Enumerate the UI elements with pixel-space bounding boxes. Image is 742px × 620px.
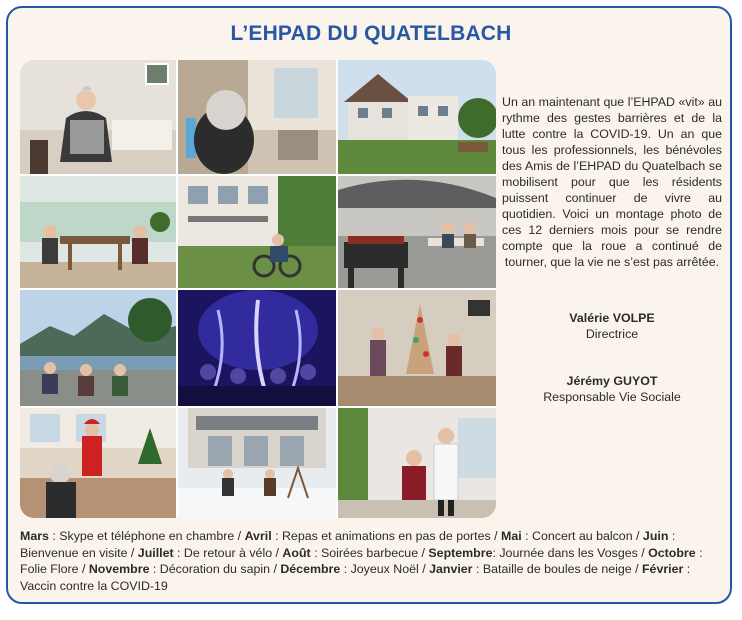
caption-separator: / [418,545,429,560]
month-event: : Folie Flore [20,545,703,576]
caption-separator: / [272,545,283,560]
photo-tree-decoration [338,290,496,406]
month-event: : Joyeux Noël [340,562,419,576]
month-event: : Skype et téléphone en chambre [48,529,235,543]
photo-vosges-trip [20,290,176,406]
photo-barbecue [338,176,496,288]
month-entry [282,546,418,560]
month-caption [20,528,722,594]
photo-bike-ride [178,176,336,288]
month-name: Septembre [428,545,493,560]
month-entry [138,546,272,560]
month-entry [245,529,491,543]
month-name: Août [282,545,311,560]
month-name: Janvier [429,562,473,576]
month-name: Juillet [137,545,174,560]
caption-separator: / [127,545,138,560]
caption-separator: / [418,562,430,576]
month-event: : Bienvenue en visite [20,529,676,560]
photo-skype-call [20,60,176,174]
caption-separator: / [78,562,89,576]
signature-director [502,310,722,342]
intro-column [502,94,722,404]
month-entry [429,562,632,576]
photo-folie-flore-show [178,290,336,406]
month-entry [280,562,418,576]
month-name: Mars [20,529,49,543]
month-event: : Décoration du sapin [149,562,271,576]
photo-christmas [20,408,176,518]
photo-balcony-concert [338,60,496,174]
caption-separator: / [632,529,643,543]
signature-name: Jérémy GUYOT [566,374,658,388]
month-name: Mai [501,529,522,543]
signature-social-life [502,373,722,405]
month-entry [428,546,637,560]
photo-vaccination [338,408,496,518]
intro-text: Un an maintenant que l’EHPAD «vit» au rythme des gestes barrières et de la lutte contre la COVID-19. Un an que tous les professionnels, les bénévoles des Amis de l’EHPAD du Quatelbach se mobilisent pour que les résidents puissent continuer de vivre au quotidien. Voici un montage photo de ces 12 derniers mois pour se rendre compte que la roue a continué de tourner, que la vie ne s’est pas arrêtée. [502,95,722,269]
signature-name: Valérie VOLPE [569,311,655,325]
photo-visit-room [20,176,176,288]
month-event: : Vaccin contre la COVID-19 [20,562,691,593]
photo-snowball-fight [178,408,336,518]
caption-separator: / [270,562,281,576]
month-event: : De retour à vélo [173,545,273,560]
caption-separator: / [631,562,642,576]
month-name: Avril [244,529,272,543]
month-entry [89,562,270,576]
month-name: Décembre [280,562,341,576]
month-event: : Bataille de boules de neige [472,562,632,576]
month-name: Février [641,562,684,576]
month-event: : Soirées barbecue [310,545,419,560]
article-title: L’EHPAD DU QUATELBACH [230,22,512,45]
month-entry [20,529,234,543]
caption-separator: / [490,529,502,543]
article-card [6,6,732,604]
caption-separator: / [637,545,649,560]
caption-separator: / [234,529,245,543]
month-name: Juin [642,529,669,543]
month-event: : Repas et animations en pas de portes [271,529,491,543]
month-event: : Journée dans les Vosges [492,545,638,560]
month-name: Novembre [88,562,150,576]
photo-meal-door [178,60,336,174]
month-name: Octobre [648,545,696,560]
signature-role: Directrice [585,327,639,341]
month-event: : Concert au balcon [521,529,633,543]
photo-collage [20,60,496,518]
month-entry [501,529,633,543]
signature-role: Responsable Vie Sociale [543,390,681,404]
